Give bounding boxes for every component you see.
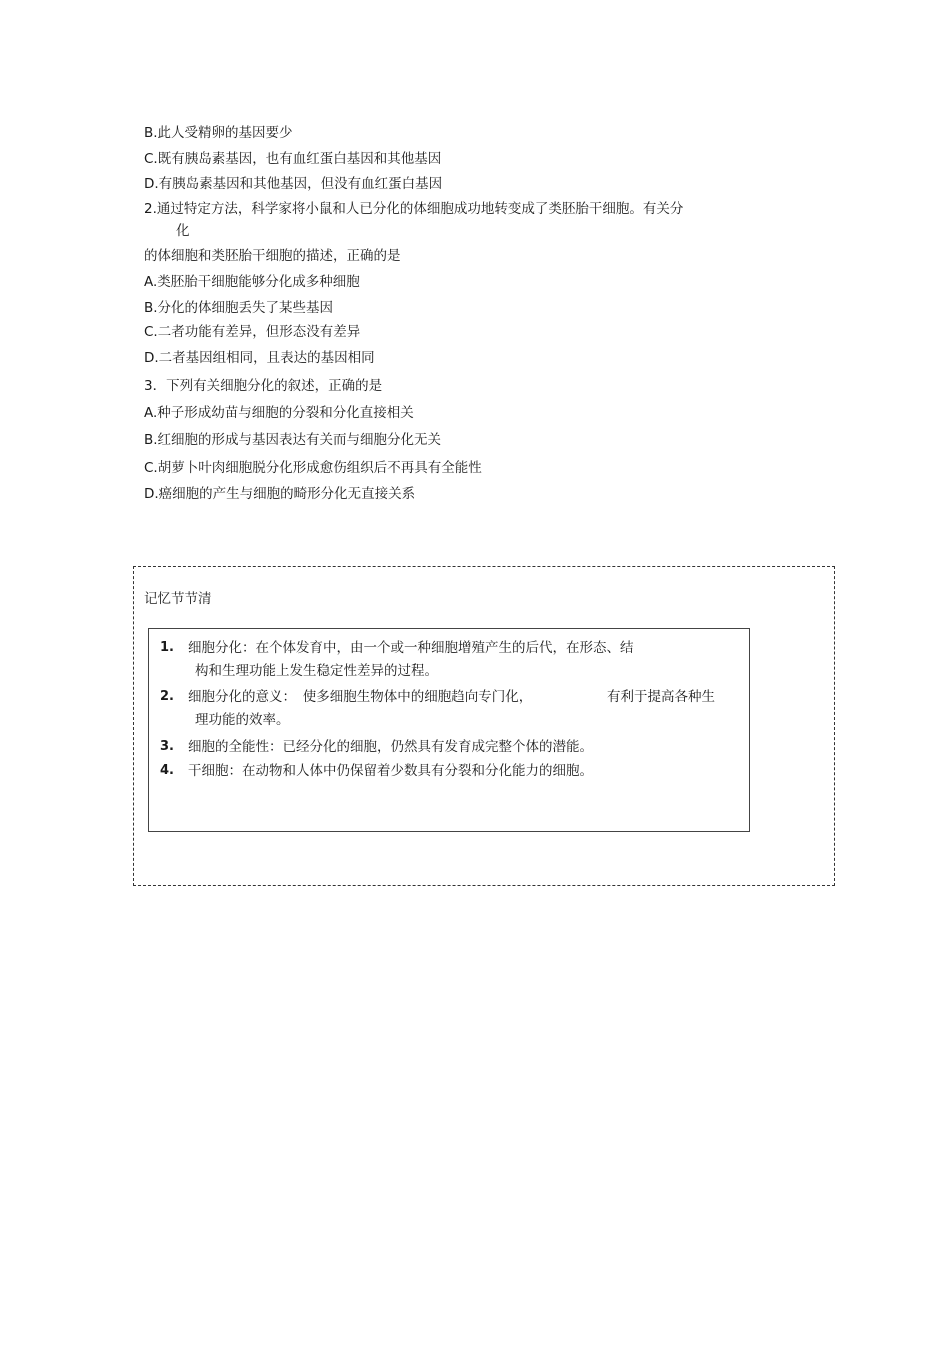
q2-option-d: D.二者基因组相同，且表达的基因相同 [144, 350, 375, 366]
memory-item-2-line1a: 细胞分化的意义： 使多细胞生物体中的细胞趋向专门化， [188, 689, 533, 705]
q1-option-d: D.有胰岛素基因和其他基因，但没有血红蛋白基因 [144, 176, 443, 192]
memory-item-4-line1: 干细胞：在动物和人体中仍保留着少数具有分裂和分化能力的细胞。 [188, 763, 593, 779]
q2-option-a: A.类胚胎干细胞能够分化成多种细胞 [144, 274, 360, 290]
memory-item-1-line2: 构和生理功能上发生稳定性差异的过程。 [195, 663, 438, 679]
memory-item-3-number: 3. [160, 739, 174, 754]
q1-option-b: B.此人受精卵的基因要少 [144, 125, 293, 141]
memory-item-3-line1: 细胞的全能性：已经分化的细胞，仍然具有发育成完整个体的潜能。 [188, 739, 593, 755]
q3-option-c: C.胡萝卜叶肉细胞脱分化形成愈伤组织后不再具有全能性 [144, 460, 482, 476]
memory-item-4-number: 4. [160, 763, 174, 778]
memory-item-2-line2: 理功能的效率。 [195, 712, 290, 728]
q2-stem-line1: 2.通过特定方法，科学家将小鼠和人已分化的体细胞成功地转变成了类胚胎干细胞。有关分 [144, 201, 684, 217]
memory-points-box [148, 628, 750, 832]
q2-stem-line2: 的体细胞和类胚胎干细胞的描述，正确的是 [144, 248, 401, 264]
q1-option-c: C.既有胰岛素基因，也有血红蛋白基因和其他基因 [144, 151, 442, 167]
q2-option-c: C.二者功能有差异，但形态没有差异 [144, 324, 361, 340]
q2-option-b: B.分化的体细胞丢失了某些基因 [144, 300, 334, 316]
q3-stem: 3．下列有关细胞分化的叙述，正确的是 [144, 378, 383, 394]
q3-option-a: A.种子形成幼苗与细胞的分裂和分化直接相关 [144, 405, 414, 421]
q3-option-d: D.癌细胞的产生与细胞的畸形分化无直接关系 [144, 486, 416, 502]
memory-item-2-line1b: 有利于提高各种生 [607, 689, 715, 705]
q2-stem-wrap: 化 [176, 223, 190, 239]
memory-item-1-number: 1. [160, 640, 174, 655]
q3-option-b: B.红细胞的形成与基因表达有关而与细胞分化无关 [144, 432, 442, 448]
memory-section-title: 记忆节节清 [144, 591, 212, 607]
memory-item-1-line1: 细胞分化：在个体发育中，由一个或一种细胞增殖产生的后代，在形态、结 [188, 640, 634, 656]
memory-item-2-number: 2. [160, 689, 174, 704]
